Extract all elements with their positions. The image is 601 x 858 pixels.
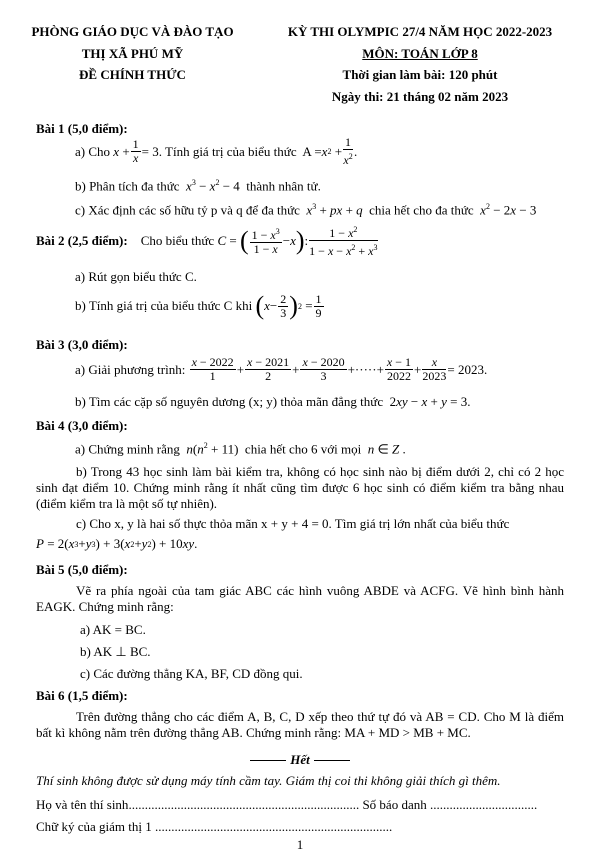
bai1-a-mid: . Tính giá trị của biểu thức — [158, 143, 297, 159]
bai3-title: Bài 3 (3,0 điểm): — [36, 337, 128, 352]
bai2-b: b) Tính giá trị của biểu thức C khi ( x − $\frac{2}{3}$ ) 2 = $\frac{1}{9}$ — [75, 291, 322, 320]
bai4-c-formula: P = 2( x 3 + y 3 ) + 3( x 2 + y 2 ) + 10 xy . — [36, 536, 198, 551]
bai3-a-label: a) Giải phương trình: — [75, 361, 186, 377]
bai5-c: c) Các đường thẳng KA, BF, CD đồng qui. — [80, 666, 303, 681]
header-left-line2: THỊ XÃ PHÚ MỸ — [81, 46, 184, 61]
name-dots: ....................................................................... — [128, 797, 360, 812]
end-rule-right — [314, 760, 350, 761]
bai1-c: c) Xác định các số hữu tỷ p và q để đa thức $x^3$ + px + q chia hết cho đa thức $x^2 - 2x - 3$ — [75, 202, 537, 218]
header-right-line1: KỲ THI OLYMPIC 27/4 NĂM HỌC 2022-2023 — [287, 24, 553, 39]
header-left-line3: ĐỀ CHÍNH THỨC — [79, 67, 186, 82]
sbd-dots: ................................. — [429, 797, 538, 812]
bai1-a: a) Cho x + $\frac{1}{x}$ = 3 . Tính giá trị của biểu thức A = x 2 + $\frac{1}{x^2}$ . — [75, 135, 358, 167]
bai6-title: Bài 6 (1,5 điểm): — [36, 688, 128, 703]
header-right-line4: Ngày thi: 21 tháng 02 năm 2023 — [331, 89, 509, 104]
bai5-b: b) AK ⊥ BC. — [80, 644, 151, 659]
bai1-a-label: a) Cho — [75, 143, 111, 159]
header-right-line2: MÔN: TOÁN LỚP 8 — [362, 46, 478, 61]
bai3-a: a) Giải phương trình: $\frac{x - 2022}{1}$ + $\frac{x - 2021}{2}$ + $\frac{x - 2020}{3}$ +·····+ $\frac{x - 1}{2022}$ + $\frac{x}{2023}$ = 2023. — [75, 355, 488, 383]
end-marker — [200, 752, 400, 768]
bai6-text: Trên đường thẳng cho các điểm A, B, C, D xếp theo thứ tự đó và AB = CD. Cho M là điểm bất kì không nằm trên đường thẳng AB. Chứng minh rằng: MA + MD > MB + MC. — [36, 709, 564, 740]
header-right-line3: Thời gian làm bài: 120 phút — [342, 67, 498, 82]
header-left-line1: PHÒNG GIÁO DỤC VÀ ĐÀO TẠO — [31, 24, 234, 39]
bai2-line: Bài 2 (2,5 điểm): Cho biểu thức C = ( $\frac{1 - x^3}{1 - x}$ − x ) : $\frac{1 - x^2}{1 - x - x^2 + x^3}$ — [36, 225, 378, 258]
end-rule-left — [250, 760, 286, 761]
end-label: Hết — [290, 752, 310, 767]
footer-note: Thí sinh không được sử dụng máy tính cầm tay. Giám thị coi thi không giải thích gì thêm. — [36, 773, 501, 788]
sbd-label: Số báo danh — [362, 797, 427, 812]
bai2-a: a) Rút gọn biểu thức C. — [75, 269, 197, 284]
bai5-intro: Vẽ ra phía ngoài của tam giác ABC các hình vuông ABDE và ACFG. Vẽ hình bình hành EAGK. Chứng minh rằng: — [36, 583, 564, 614]
bai2-title: Bài 2 (2,5 điểm): — [36, 232, 128, 248]
bai4-c: c) Cho x, y là hai số thực thỏa mãn x + y + 4 = 0. Tìm giá trị lớn nhất của biểu thức — [76, 516, 510, 531]
bai2-b-label: b) Tính giá trị của biểu thức C khi — [75, 298, 253, 313]
bai3-b: b) Tìm các cặp số nguyên dương (x; y) thỏa mãn đẳng thức 2xy − x + y = 3. — [75, 394, 471, 409]
footer-sign-line — [36, 819, 392, 835]
bai4-a: a) Chứng minh rằng $n(n^2 + 11)$ chia hết cho 6 với mọi n ∈ Z . — [75, 441, 406, 457]
sign-dots: ......................................................................... — [154, 819, 393, 834]
name-label: Họ và tên thí sinh — [36, 797, 129, 812]
page-number: 1 — [296, 837, 304, 852]
bai5-a: a) AK = BC. — [80, 622, 146, 637]
sign-label: Chữ ký của giám thị 1 — [36, 819, 152, 834]
bai4-b: b) Trong 43 học sinh làm bài kiểm tra, không có học sinh nào bị điểm dưới 2, chỉ có 2 học sinh đạt điểm 10. Chứng minh rằng ít nhất cũng tìm được 6 học sinh có điểm kiểm tra bằng nhau (điểm kiểm tra là một số tự nhiên). — [36, 464, 564, 511]
bai4-title: Bài 4 (3,0 điểm): — [36, 418, 128, 433]
bai1-b: b) Phân tích đa thức $x^3 - x^2 - 4$ thành nhân tử. — [75, 178, 321, 194]
bai1-title: Bài 1 (5,0 điểm): — [36, 121, 128, 136]
bai5-title: Bài 5 (5,0 điểm): — [36, 562, 128, 577]
bai2-intro: Cho biểu thức — [140, 232, 215, 248]
footer-name-line — [36, 797, 537, 813]
